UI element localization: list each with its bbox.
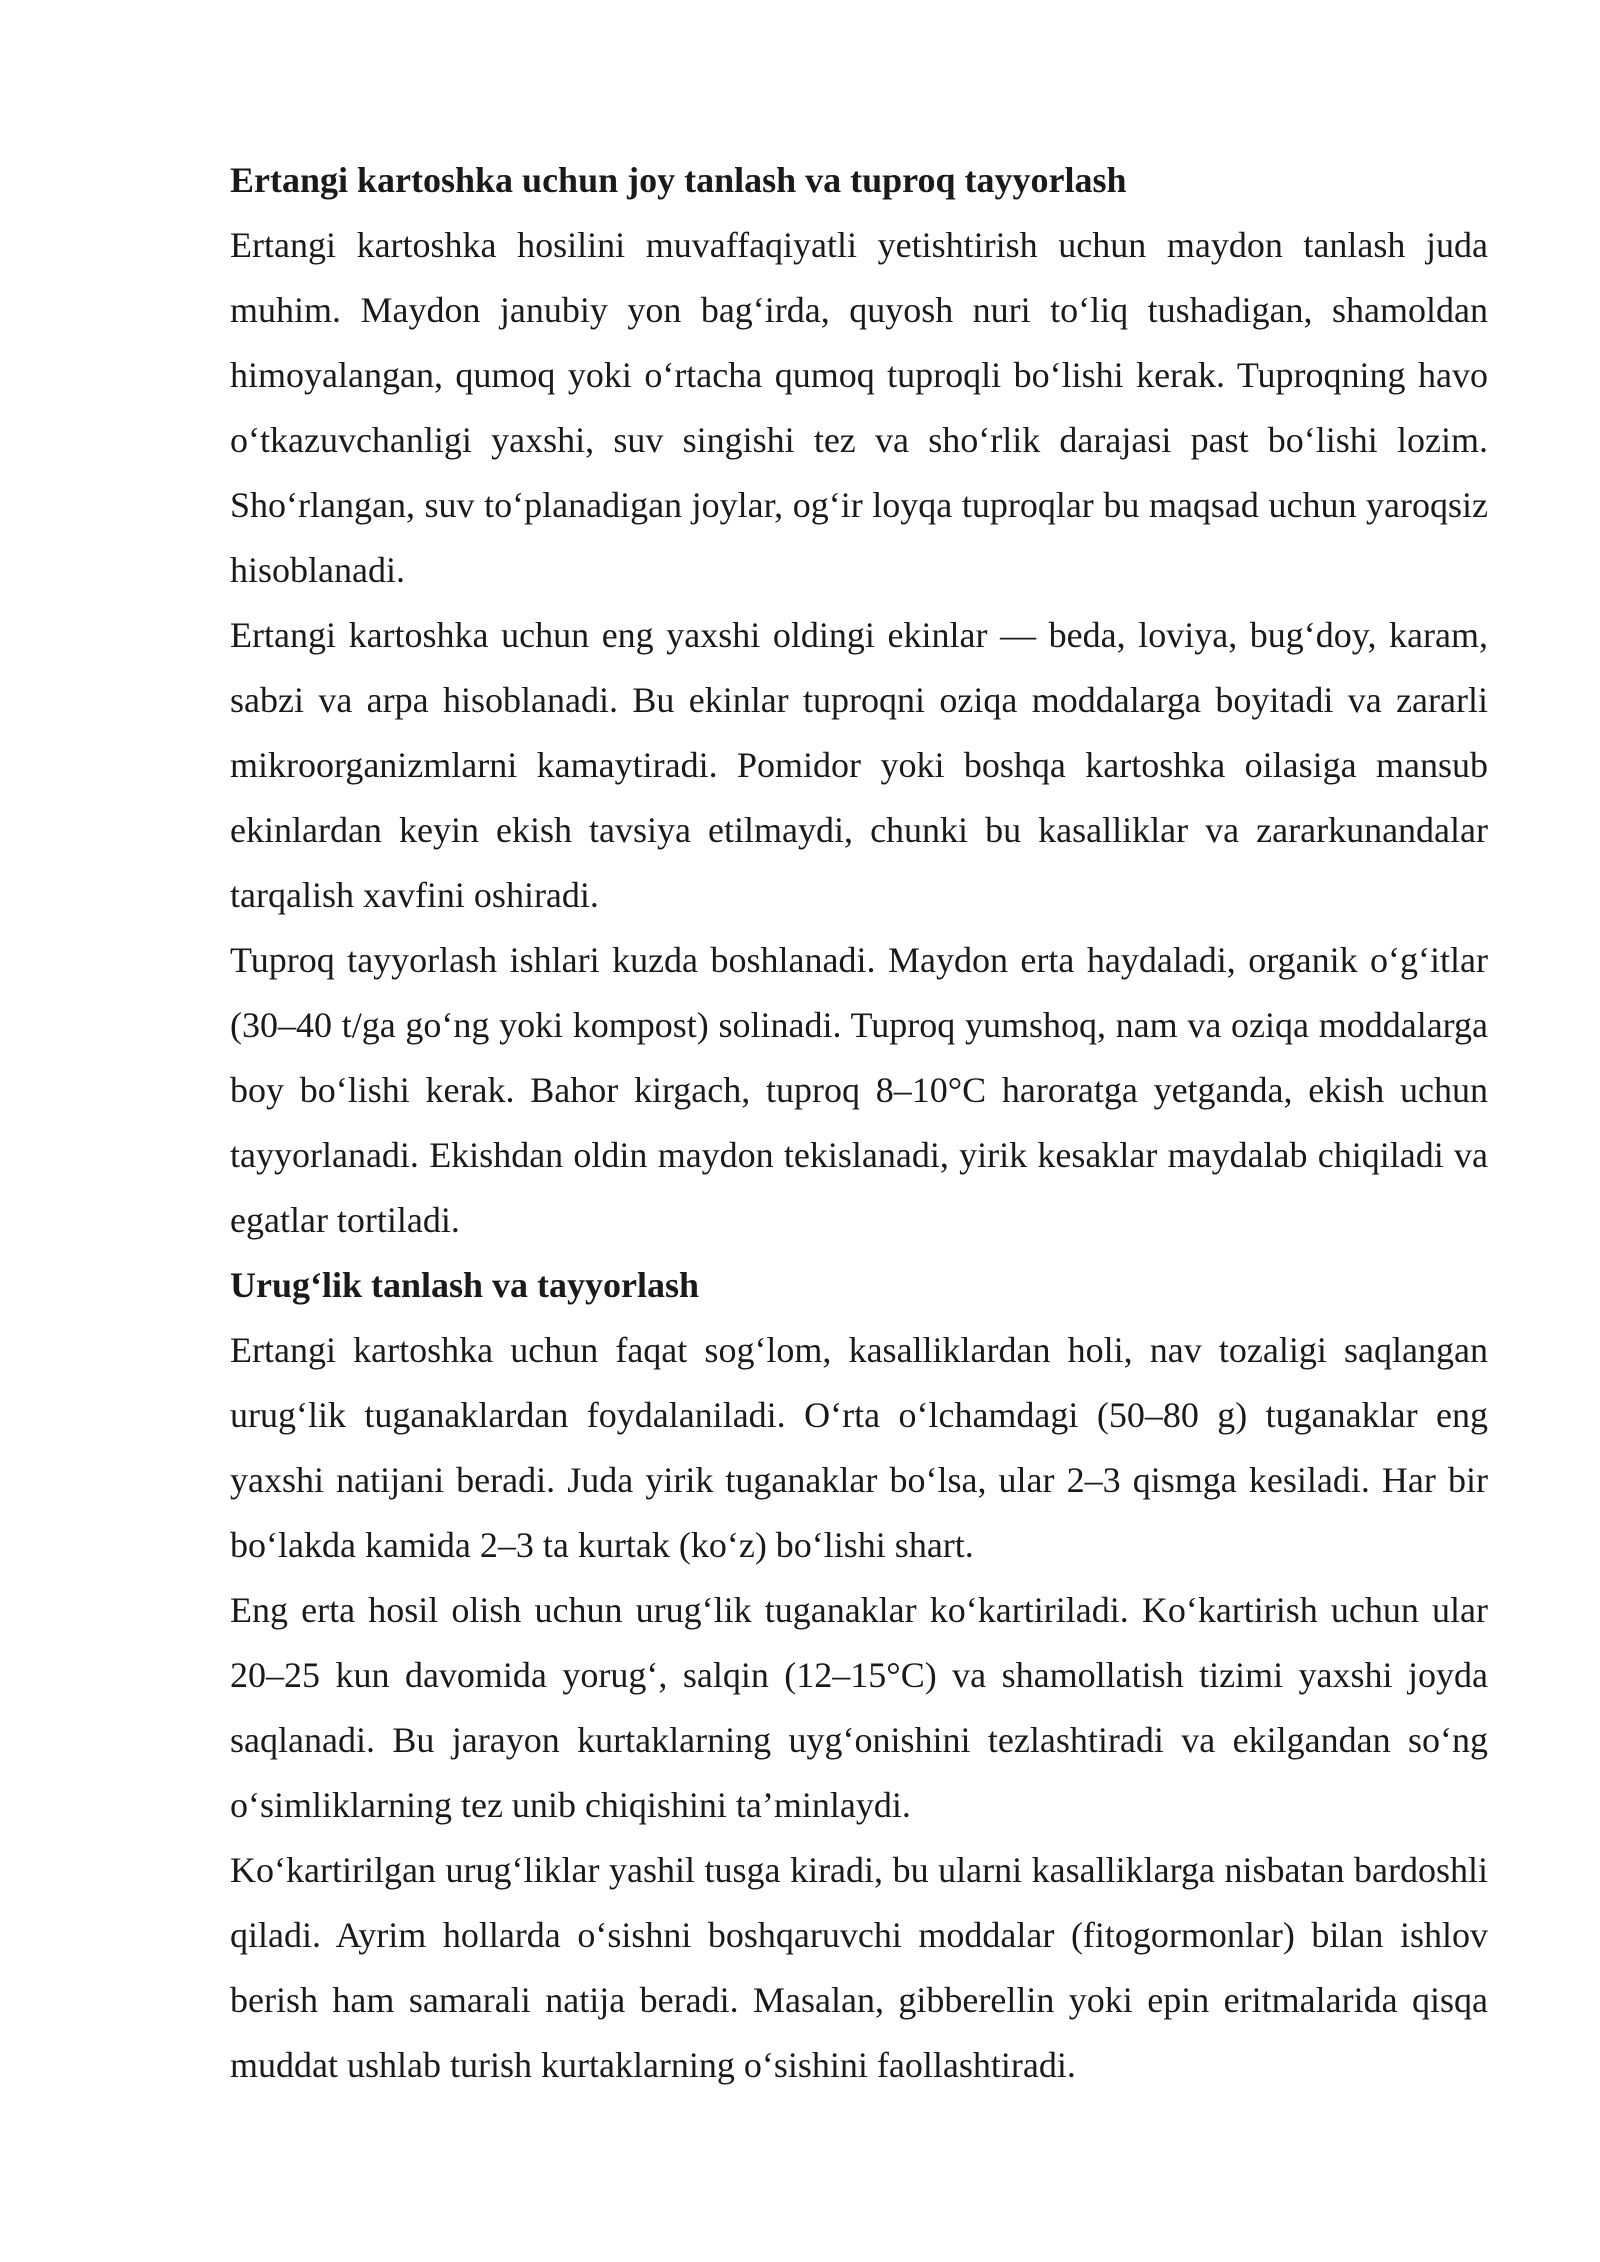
paragraph-seed-tubers: Ertangi kartoshka uchun faqat sog‘lom, kasalliklardan holi, nav tozaligi saqlangan urug‘lik tuganaklardan foydalaniladi. O‘rta o‘lchamdagi (50–80 g) tuganaklar eng yaxshi natijani beradi. Juda yirik tuganaklar bo‘lsa, ular 2–3 qismga kesiladi. Har bir bo‘lakda kamida 2–3 ta kurtak (ko‘z) bo‘lishi shart.: [230, 1330, 1488, 1565]
paragraph-sprouting: Eng erta hosil olish uchun urug‘lik tuganaklar ko‘kartiriladi. Ko‘kartirish uchun ular 20–25 kun davomida yorug‘, salqin (12–15°C) va shamollatish tizimi yaxshi joyda saqlanadi. Bu jarayon kurtaklarning uyg‘onishini tezlashtiradi va ekilgandan so‘ng o‘simliklarning tez unib chiqishini ta’minlaydi.: [230, 1590, 1488, 1825]
paragraph-soil-preparation: Tuproq tayyorlash ishlari kuzda boshlanadi. Maydon erta haydaladi, organik o‘g‘itlar (30–40 t/ga go‘ng yoki kompost) solinadi. Tuproq yumshoq, nam va oziqa moddalarga boy bo‘lishi kerak. Bahor kirgach, tuproq 8–10°C haroratga yetganda, ekish uchun tayyorlanadi. Ekishdan oldin maydon tekislanadi, yirik kesaklar maydalab chiqiladi va egatlar tortiladi.: [230, 940, 1488, 1240]
section-heading-site-selection: Ertangi kartoshka uchun joy tanlash va tuproq tayyorlash: [230, 160, 1127, 200]
paragraph-growth-regulators: Ko‘kartirilgan urug‘liklar yashil tusga kiradi, bu ularni kasalliklarga nisbatan bardoshli qiladi. Ayrim hollarda o‘sishni boshqaruvchi moddalar (fitogormonlar) bilan ishlov berish ham samarali natija beradi. Masalan, gibberellin yoki epin eritmalarida qisqa muddat ushlab turish kurtaklarning o‘sishini faollashtiradi.: [230, 1850, 1488, 2085]
paragraph-site-requirements: Ertangi kartoshka hosilini muvaffaqiyatli yetishtirish uchun maydon tanlash juda muhim. Maydon janubiy yon bag‘irda, quyosh nuri to‘liq tushadigan, shamoldan himoyalangan, qumoq yoki o‘rtacha qumoq tuproqli bo‘lishi kerak. Tuproqning havo o‘tkazuvchanligi yaxshi, suv singishi tez va sho‘rlik darajasi past bo‘lishi lozim. Sho‘rlangan, suv to‘planadigan joylar, og‘ir loyqa tuproqlar bu maqsad uchun yaroqsiz hisoblanadi.: [230, 225, 1488, 590]
paragraph-previous-crops: Ertangi kartoshka uchun eng yaxshi oldingi ekinlar — beda, loviya, bug‘doy, karam, sabzi va arpa hisoblanadi. Bu ekinlar tuproqni oziqa moddalarga boyitadi va zararli mikroorganizmlarni kamaytiradi. Pomidor yoki boshqa kartoshka oilasiga mansub ekinlardan keyin ekish tavsiya etilmaydi, chunki bu kasalliklar va zararkunandalar tarqalish xavfini oshiradi.: [230, 615, 1488, 915]
section-heading-seed-selection: Urug‘lik tanlash va tayyorlash: [230, 1265, 700, 1305]
document-body: [230, 148, 1488, 2098]
